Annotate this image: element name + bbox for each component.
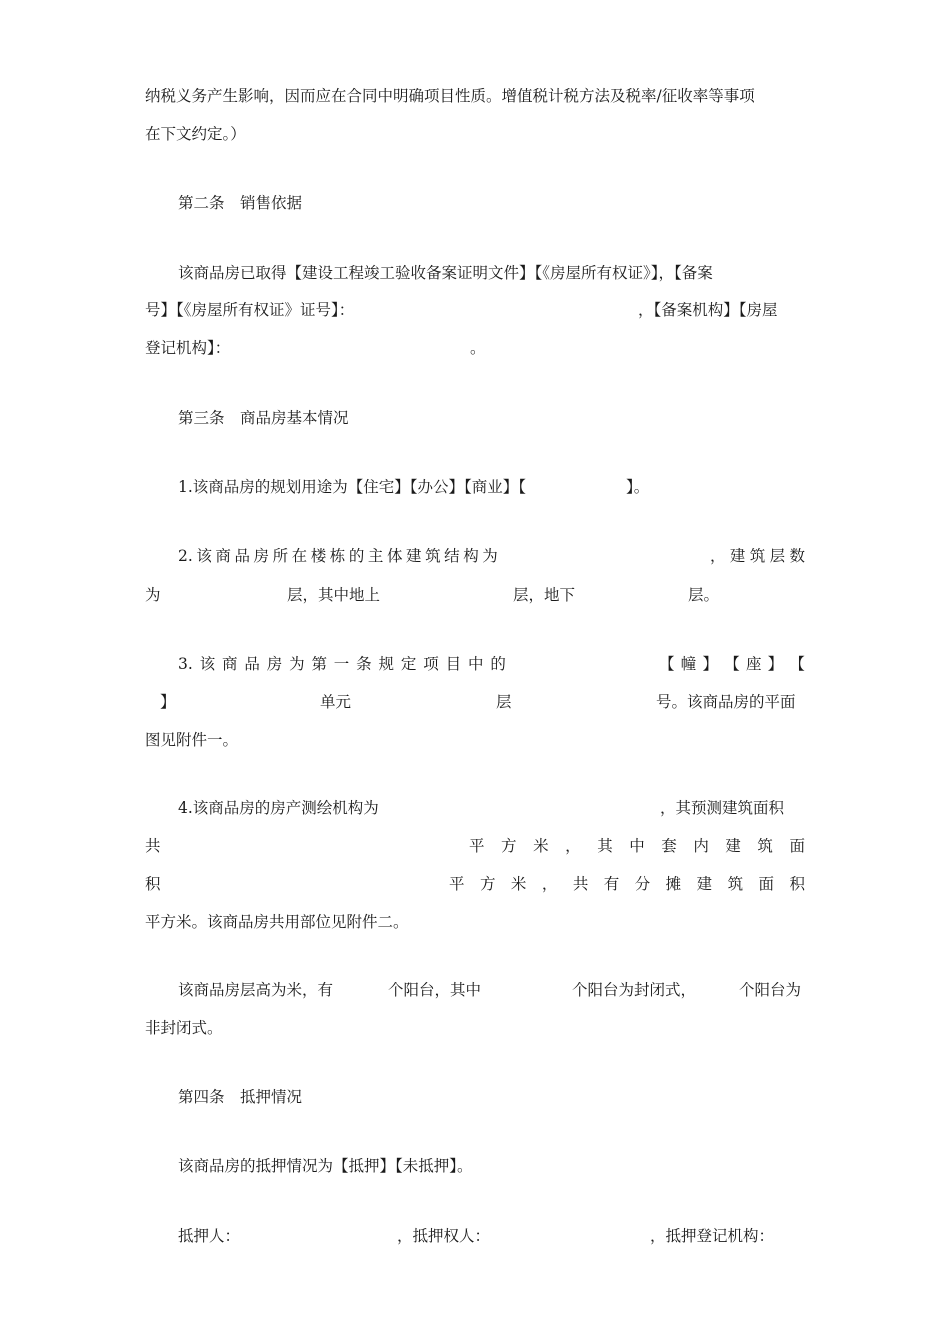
item-4-line-2a: 共 — [145, 837, 161, 855]
justified-char: ， — [565, 837, 581, 855]
balcony-line-1a: 该商品房层高为米，有 — [178, 981, 334, 999]
item-3-line-2c: 层 — [496, 693, 512, 711]
justified-char: 一 — [333, 655, 350, 673]
justified-char: 有 — [603, 875, 620, 893]
justified-char: 方 — [501, 837, 517, 855]
justified-char: 为 — [289, 655, 305, 673]
balcony-line-1d: 个阳台为 — [739, 981, 802, 999]
justified-char: 定 — [400, 655, 417, 673]
article-2-paragraph-line-3b: 。 — [470, 339, 486, 357]
justified-char: 面 — [758, 875, 775, 893]
justified-char: 的 — [348, 547, 365, 565]
article-2-paragraph-line-1: 该商品房已取得【建设工程竣工验收备案证明文件】【《房屋所有权证》】，【备案 — [178, 264, 713, 282]
item-4-line-3a: 积 — [145, 875, 161, 893]
justified-char: 楼 — [310, 547, 327, 565]
justified-char: 套 — [661, 837, 677, 855]
justified-char: 积 — [789, 875, 805, 893]
balcony-line-1c: 个阳台为封闭式， — [572, 981, 697, 999]
justified-char: 【 — [659, 655, 675, 673]
justified-char: 方 — [479, 875, 496, 893]
justified-char: 幢 — [680, 655, 697, 673]
intro-line-1: 纳税义务产生影响，因而应在合同中明确项目性质。增值税计税方法及税率/征收率等事项 — [145, 87, 755, 105]
justified-char: 所 — [272, 547, 289, 565]
item-2-line-2d: 层。 — [688, 586, 720, 604]
justified-char: 】 — [767, 655, 784, 673]
article-2-paragraph-line-2a: 号】【《房屋所有权证》证号】： — [145, 301, 355, 319]
item-4-line-4: 平方米。该商品房共用部位见附件二。 — [145, 913, 409, 931]
justified-char: 平 — [469, 837, 485, 855]
item-3-line-3: 图见附件一。 — [145, 731, 239, 749]
justified-char: 为 — [482, 547, 498, 565]
justified-char: 其 — [597, 837, 613, 855]
justified-char: 建 — [729, 547, 746, 565]
article-2-paragraph-line-3a: 登记机构】： — [145, 339, 231, 357]
item-4-line-3b — [449, 874, 805, 894]
item-3-line-1a — [178, 654, 506, 674]
article-4-paragraph-1: 该商品房的抵押情况为【抵押】【未抵押】。 — [178, 1157, 473, 1175]
justified-char: 规 — [378, 655, 395, 673]
justified-char: 内 — [693, 837, 709, 855]
justified-char: 商 — [215, 547, 231, 565]
justified-char: 房 — [253, 547, 270, 565]
justified-char: 筑 — [727, 875, 744, 893]
justified-char: 栋 — [329, 547, 346, 565]
justified-char: 构 — [463, 547, 479, 565]
item-3-line-1b — [659, 654, 805, 674]
item-3-line-2d: 号。该商品房的平面 — [656, 693, 796, 711]
justified-char: ， — [541, 875, 558, 893]
item-3-line-2a: 】 — [160, 693, 176, 711]
justified-char: 条 — [356, 655, 372, 673]
item-2-line-1b — [710, 546, 805, 566]
justified-char: 【 — [789, 655, 805, 673]
justified-char: 分 — [634, 875, 651, 893]
justified-char: 中 — [629, 837, 645, 855]
justified-char: 体 — [386, 547, 403, 565]
justified-char: 房 — [266, 655, 283, 673]
justified-char: ， — [710, 547, 726, 565]
justified-char: 该 — [199, 655, 216, 673]
justified-char: 摊 — [665, 875, 682, 893]
justified-char: 品 — [234, 547, 250, 565]
justified-char: 筑 — [749, 547, 766, 565]
item-2-line-2a: 为 — [145, 586, 161, 604]
justified-char: 第 — [311, 655, 327, 673]
justified-char: 层 — [769, 547, 786, 565]
justified-char: 品 — [244, 655, 260, 673]
item-1-text: 1.该商品房的规划用途为【住宅】【办公】【商业】【 — [178, 478, 527, 496]
article-2-heading: 第二条 销售依据 — [178, 194, 303, 212]
justified-char: 的 — [490, 655, 506, 673]
justified-char: 建 — [725, 837, 741, 855]
justified-char: 共 — [572, 875, 589, 893]
justified-char: 】 — [702, 655, 718, 673]
justified-char: 米 — [510, 875, 527, 893]
article-4-mortgagee: ，抵押权人： — [397, 1227, 491, 1245]
justified-char: 筑 — [425, 547, 441, 565]
justified-char: 结 — [444, 547, 460, 565]
balcony-line-2: 非封闭式。 — [145, 1019, 223, 1037]
article-4-registration-authority: ，抵押登记机构： — [650, 1227, 775, 1245]
article-4-heading: 第四条 抵押情况 — [178, 1088, 303, 1106]
item-2-line-2c: 层，地下 — [513, 586, 576, 604]
justified-char: 目 — [445, 655, 462, 673]
item-2-line-2b: 层，其中地上 — [287, 586, 381, 604]
justified-char: 项 — [423, 655, 439, 673]
item-2-line-1a — [178, 546, 498, 566]
justified-char: 建 — [406, 547, 422, 565]
justified-char: 米 — [533, 837, 549, 855]
article-3-heading: 第三条 商品房基本情况 — [178, 409, 349, 427]
article-4-mortgagor: 抵押人： — [178, 1227, 241, 1245]
justified-char: 筑 — [757, 837, 773, 855]
justified-char: 中 — [467, 655, 484, 673]
justified-char: 在 — [291, 547, 308, 565]
justified-char: 主 — [367, 547, 384, 565]
justified-char: 建 — [696, 875, 713, 893]
justified-char: 面 — [789, 837, 805, 855]
item-3-line-2b: 单元 — [320, 693, 352, 711]
justified-char: 平 — [449, 875, 465, 893]
justified-char: 商 — [222, 655, 238, 673]
item-4-line-1a: 4.该商品房的房产测绘机构为 — [178, 799, 379, 817]
item-1-end: 】。 — [626, 478, 650, 496]
justified-char: 数 — [789, 547, 805, 565]
justified-char: 该 — [196, 547, 212, 565]
item-4-line-1b: ，其预测建筑面积 — [660, 799, 785, 817]
justified-char: 3. — [178, 655, 193, 673]
justified-char: 座 — [745, 655, 762, 673]
item-4-line-2b — [469, 836, 805, 856]
balcony-line-1b: 个阳台，其中 — [388, 981, 482, 999]
article-2-paragraph-line-2b: ，【备案机构】【房屋 — [638, 301, 778, 319]
justified-char: 【 — [724, 655, 740, 673]
justified-char: 2. — [178, 547, 193, 565]
intro-line-2: 在下文约定。） — [145, 125, 246, 143]
